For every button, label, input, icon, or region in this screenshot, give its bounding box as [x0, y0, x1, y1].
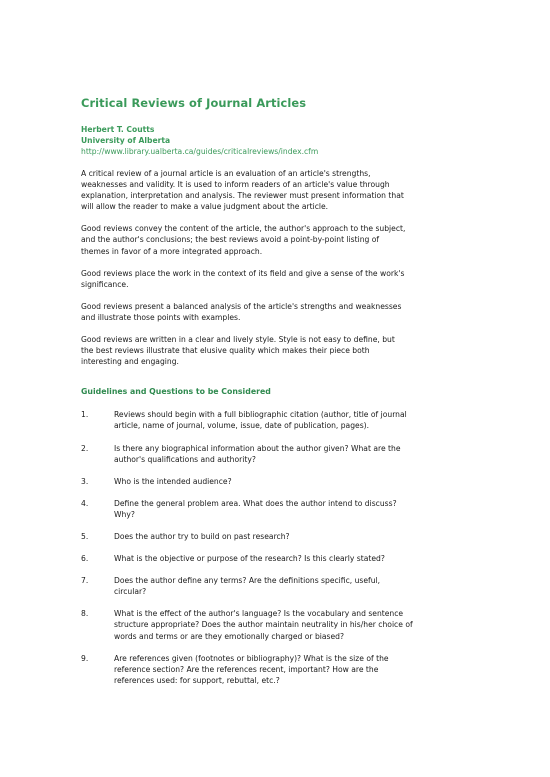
paragraph-line: the best reviews illustrate that elusive quality which makes their piece both [81, 346, 370, 356]
item-line: words and terms or are they emotionally charged or biased? [114, 631, 345, 641]
item-line: Define the general problem area. What does the author intend to discuss? [114, 498, 397, 508]
byline [81, 124, 471, 157]
item-line: Are references given (footnotes or bibliography)? What is the size of the [114, 653, 389, 663]
item-number: 6. [81, 554, 89, 564]
paragraph-line: and illustrate those points with examples. [81, 312, 241, 322]
item-line: What is the objective or purpose of the research? Is this clearly stated? [114, 554, 385, 564]
paragraph [81, 268, 471, 290]
item-number: 9. [81, 653, 89, 663]
author-name: Herbert T. Coutts [81, 125, 155, 134]
item-line: What is the effect of the author's language? Is the vocabulary and sentence [114, 609, 404, 619]
item-line: references used: for support, rebuttal, etc.? [114, 675, 280, 685]
item-number: 4. [81, 498, 89, 508]
list-item [81, 498, 471, 520]
item-line: Does the author try to build on past research? [114, 531, 290, 541]
paragraph-line: and the author's conclusions; the best reviews avoid a point-by-point listing of [81, 235, 380, 245]
list-item [81, 575, 471, 597]
paragraph [81, 223, 471, 256]
guidelines-list [81, 409, 471, 686]
item-line: circular? [114, 587, 147, 597]
item-number: 7. [81, 576, 89, 586]
paragraph [81, 168, 471, 212]
item-line: structure appropriate? Does the author maintain neutrality in his/her choice of [114, 620, 413, 630]
item-number: 8. [81, 609, 89, 619]
list-item [81, 608, 471, 641]
item-number: 3. [81, 476, 89, 486]
section-heading: Guidelines and Questions to be Considered [81, 387, 271, 397]
paragraph-line: will allow the reader to make a value judgment about the article. [81, 202, 329, 212]
paragraph-line: significance. [81, 279, 129, 289]
author-affiliation: University of Alberta [81, 136, 171, 145]
paragraph-line: interesting and engaging. [81, 357, 179, 367]
list-item [81, 443, 471, 465]
intro-paragraphs [81, 168, 471, 367]
list-item [81, 531, 471, 542]
item-line: article, name of journal, volume, issue, date of publication, pages). [114, 421, 370, 431]
paragraph-line: A critical review of a journal article is an evaluation of an article's strengths, [81, 169, 371, 178]
paragraph [81, 334, 471, 367]
list-item [81, 553, 471, 564]
item-line: author's qualifications and authority? [114, 454, 256, 464]
paragraph-line: Good reviews present a balanced analysis of the article's strengths and weaknesses [81, 301, 402, 311]
item-line: reference section? Are the references recent, important? How are the [114, 664, 379, 674]
document-page [81, 96, 471, 686]
item-line: Why? [114, 509, 135, 519]
paragraph-line: Good reviews are written in a clear and lively style. Style is not easy to define, but [81, 335, 395, 345]
item-line: Reviews should begin with a full bibliographic citation (author, title of journal [114, 410, 407, 420]
paragraph [81, 301, 471, 323]
list-item [81, 653, 471, 686]
list-item [81, 476, 471, 487]
paragraph-line: Good reviews convey the content of the article, the author's approach to the subject, [81, 224, 406, 234]
item-line: Is there any biographical information about the author given? What are the [114, 443, 401, 453]
list-item [81, 409, 471, 431]
item-line: Who is the intended audience? [114, 476, 232, 486]
document-title: Critical Reviews of Journal Articles [81, 96, 307, 110]
paragraph-line: themes in favor of a more integrated approach. [81, 246, 263, 256]
paragraph-line: weaknesses and validity. It is used to inform readers of an article's value through [81, 180, 390, 190]
item-number: 1. [81, 410, 89, 420]
item-number: 2. [81, 443, 89, 453]
item-line: Does the author define any terms? Are the definitions specific, useful, [114, 576, 381, 586]
item-number: 5. [81, 531, 89, 541]
paragraph-line: Good reviews place the work in the context of its field and give a sense of the work's [81, 268, 405, 278]
paragraph-line: explanation, interpretation and analysis. The reviewer must present information that [81, 191, 404, 201]
source-url: http://www.library.ualberta.ca/guides/criticalreviews/index.cfm [81, 147, 319, 156]
